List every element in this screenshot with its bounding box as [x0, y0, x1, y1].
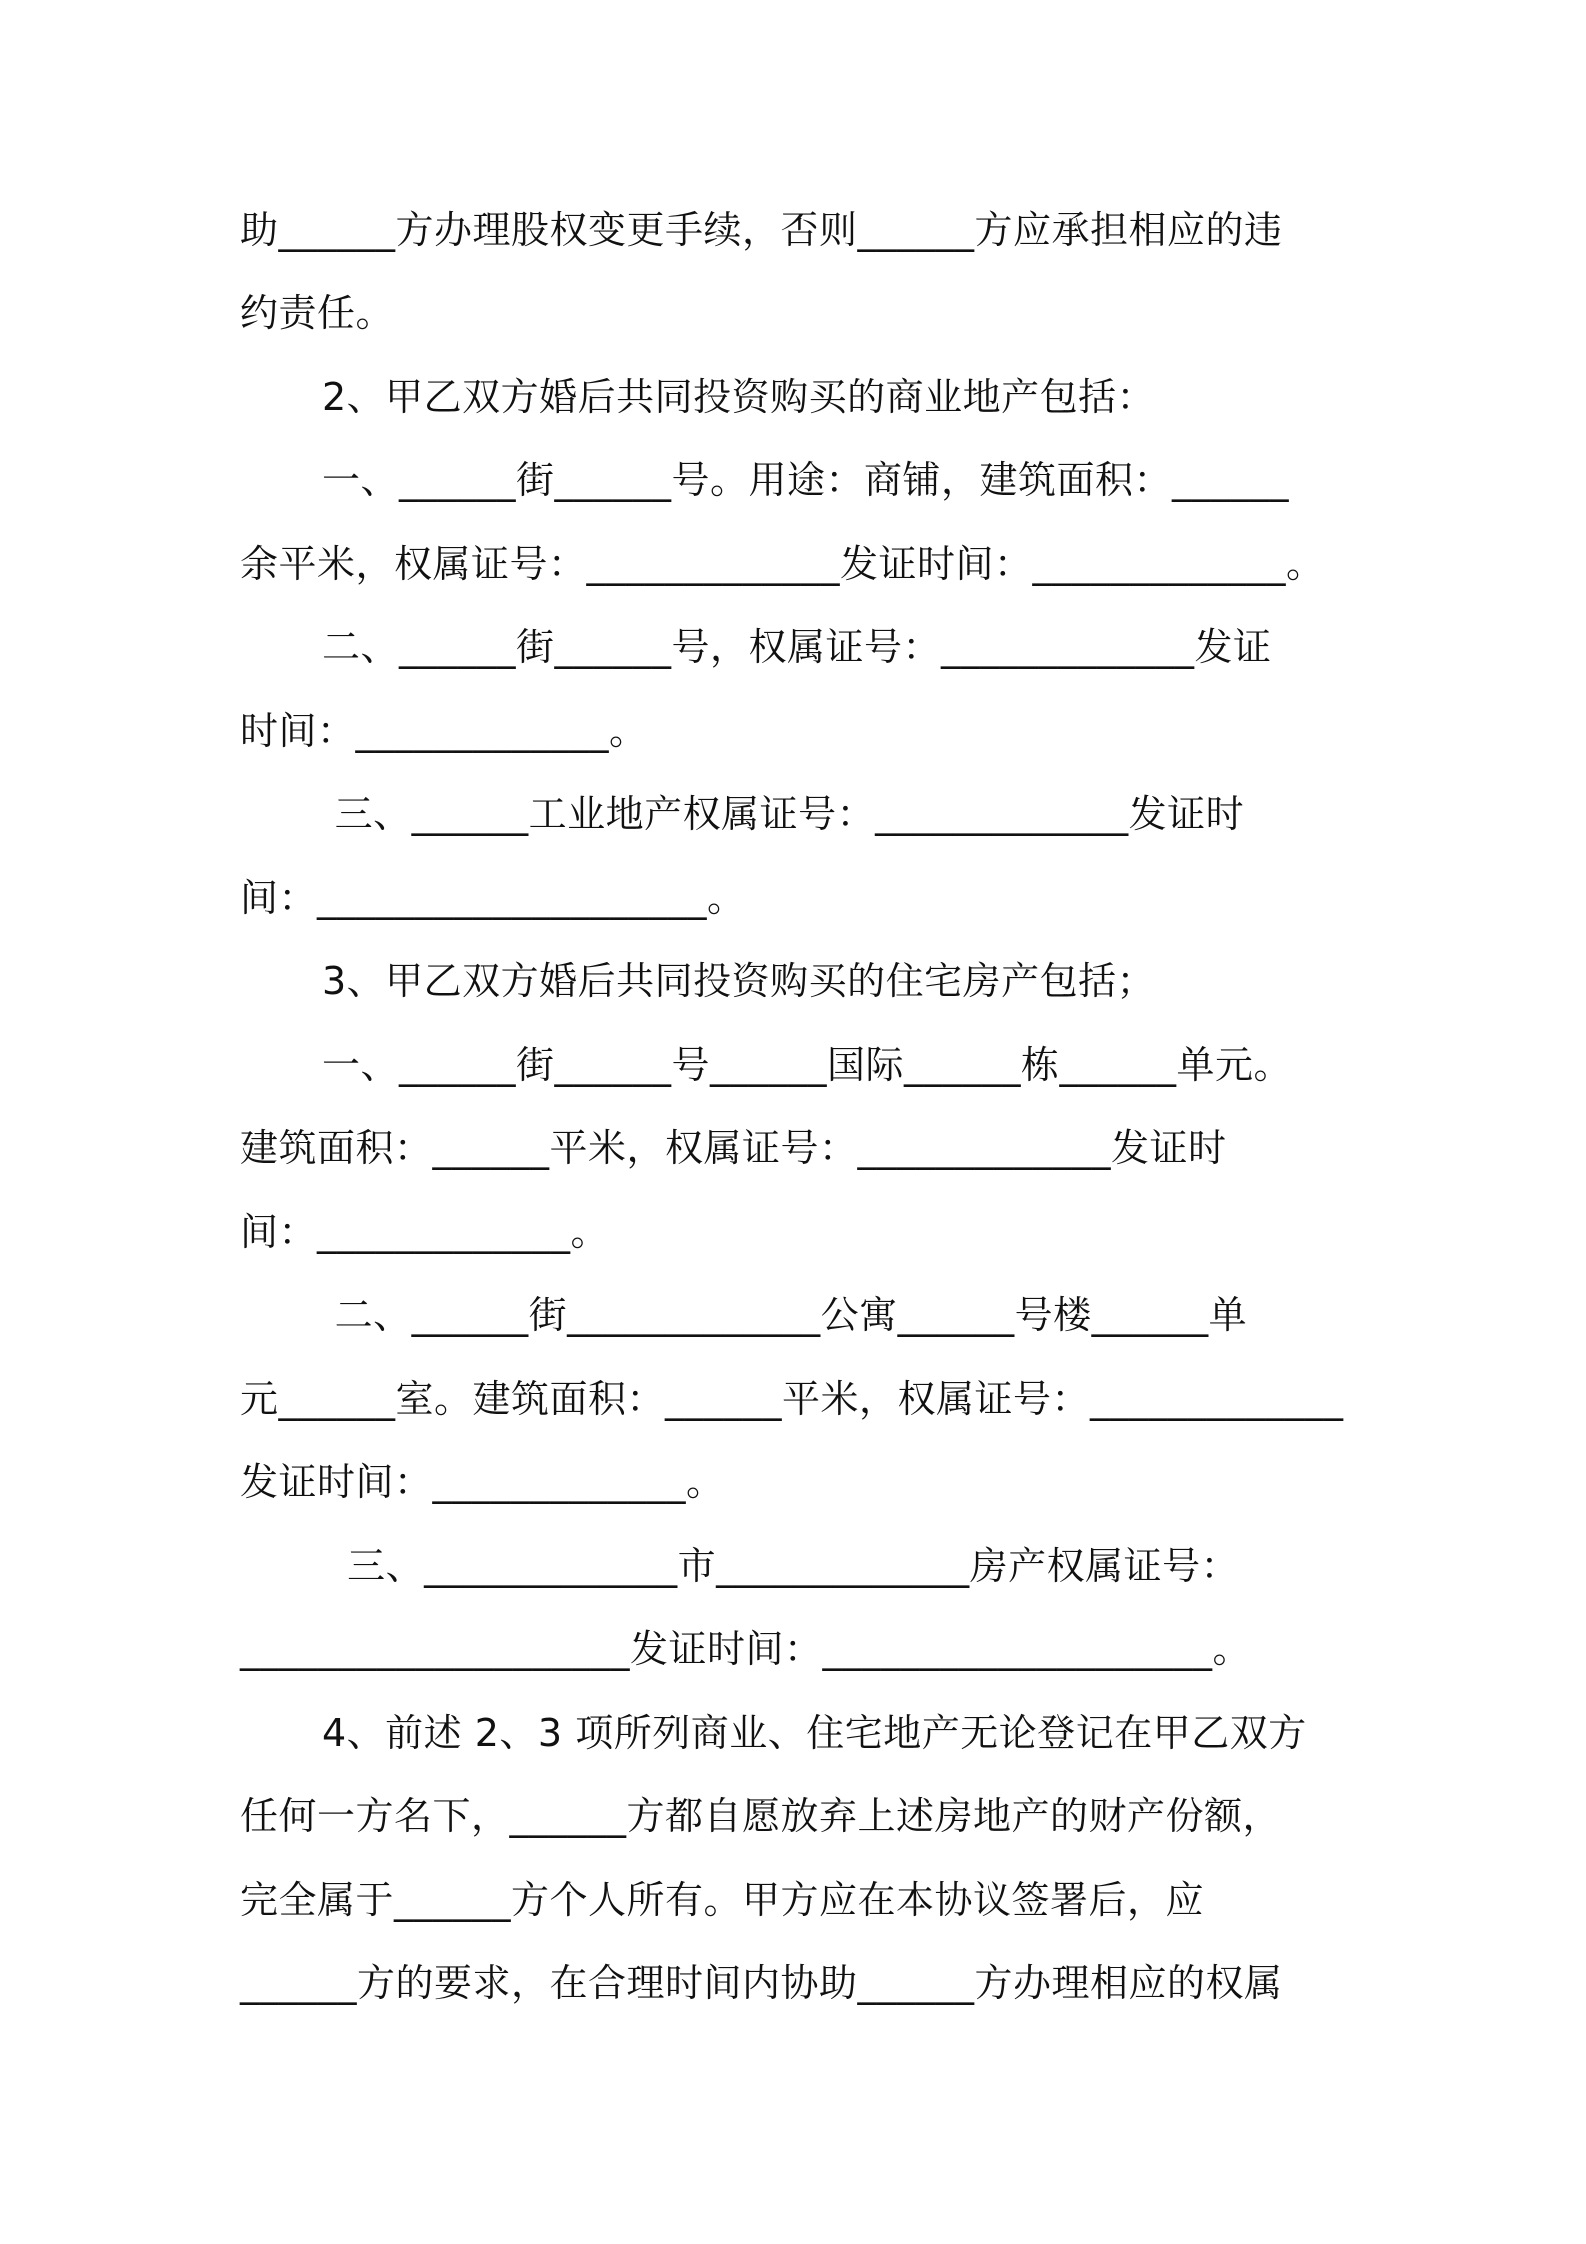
- text-line: 建筑面积：______平米，权属证号：_____________发证时: [240, 1126, 1227, 1170]
- text-line: ______方的要求，在合理时间内协助______方办理相应的权属: [240, 1961, 1283, 2005]
- text-line: 发证时间：_____________。: [240, 1460, 725, 1504]
- paragraph-heading-3: 3、甲乙双方婚后共同投资购买的住宅房产包括；: [322, 959, 1156, 1003]
- text-line: 余平米，权属证号：_____________发证时间：_____________。: [240, 542, 1325, 586]
- text-line: 一、______街______号。用途：商铺，建筑面积：______: [322, 458, 1290, 502]
- text-line: 一、______街______号______国际______栋______单元。: [322, 1043, 1293, 1087]
- text-line: 完全属于______方个人所有。甲方应在本协议签署后，应: [240, 1878, 1205, 1922]
- text-line: 约责任。: [240, 291, 395, 335]
- text-line: 助______方办理股权变更手续，否则______方应承担相应的违: [240, 208, 1283, 252]
- text-line: 三、_____________市_____________房产权属证号：: [322, 1544, 1240, 1588]
- text-line: 时间：_____________。: [240, 709, 648, 753]
- text-line: 间：____________________。: [240, 876, 746, 920]
- text-line: 二、______街______号，权属证号：_____________发证: [322, 625, 1272, 669]
- text-line: 二、______街_____________公寓______号楼______单: [322, 1293, 1248, 1337]
- text-line: 间：_____________。: [240, 1210, 610, 1254]
- paragraph-heading-4: 4、前述 2、3 项所列商业、住宅地产无论登记在甲乙双方: [322, 1711, 1307, 1755]
- text-line: 任何一方名下，______方都自愿放弃上述房地产的财产份额，: [240, 1794, 1282, 1838]
- paragraph-heading-2: 2、甲乙双方婚后共同投资购买的商业地产包括：: [322, 375, 1156, 419]
- text-line: 三、______工业地产权属证号：_____________发证时: [322, 792, 1245, 836]
- text-line: 元______室。建筑面积：______平米，权属证号：_____________: [240, 1377, 1344, 1421]
- text-line: ____________________发证时间：____________________。: [240, 1627, 1252, 1671]
